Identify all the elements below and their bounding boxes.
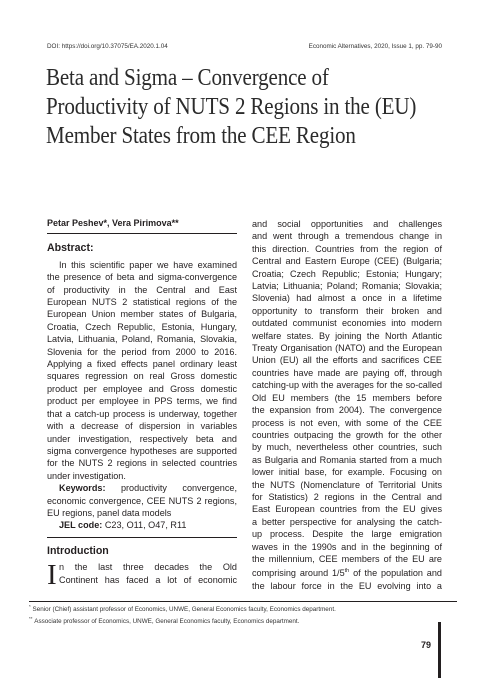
body-line: a better perspective for analysing the catch-: [252, 516, 442, 527]
body-line: as Bulgaria and Romania started from a much: [252, 454, 442, 465]
abstract-line: for the NUTS 2 regions in selected countries: [47, 458, 237, 469]
body-line: for Statistics) 2 regions in the Central and: [252, 491, 442, 502]
footnote-mark: *: [29, 604, 31, 609]
body-line: catching-up with the averages for the so-called: [252, 380, 442, 391]
body-line: by much, nevertheless other countries, such: [252, 442, 442, 453]
jel-value: C23, O11, O47, R11: [104, 520, 187, 531]
body-line: the NUTS (Nomenclature of Territorial Units: [252, 479, 442, 490]
intro-line: Continent has faced a lot of economic: [59, 574, 237, 585]
left-column: [47, 216, 237, 592]
body-line: Slovenia) had almost a once in a lifetime: [252, 293, 442, 304]
body-line: this direction. Countries from the region of: [252, 243, 442, 254]
title-line: Member States from the CEE Region: [46, 121, 356, 149]
body-line: Croatia; Czech Republic; Estonia; Hungary;: [252, 268, 442, 279]
abstract-heading: Abstract:: [47, 242, 94, 255]
page-number: 79: [421, 640, 432, 650]
body-line: opportunity to transform their broken and: [252, 305, 442, 316]
keywords-line: economic convergence, CEE NUTS 2 regions,: [47, 495, 237, 506]
abstract-line: product per employee and Gross domestic: [47, 383, 237, 394]
keywords-line: [47, 482, 237, 494]
body-line: welfare states. By joining the North Atlantic: [252, 330, 442, 341]
keywords-label: Keywords:: [59, 483, 106, 494]
abstract-line: product per employee in PPS terms, we find: [47, 396, 237, 407]
title-line: Productivity of NUTS 2 Regions in the (EU): [46, 92, 417, 120]
body-line: and went through a tremendous change in: [252, 231, 442, 242]
abstract-line: European NUTS 2 statistical regions of the: [47, 297, 237, 308]
keywords-line: EU regions, panel data models: [47, 507, 172, 518]
abstract-line: with a decrease of dispersion in variables: [47, 421, 237, 432]
abstract-line: that a catch-up process is underway, together: [47, 408, 237, 419]
footnote-divider: [29, 601, 457, 602]
footnote-text: Associate professor of Economics, UNWE, General Economics faculty, Economics department.: [34, 618, 300, 625]
abstract-line: the presence of beta and sigma-convergence: [47, 272, 237, 283]
body-line: Treaty Organisation (NATO) and the European: [252, 343, 442, 354]
body-line: Old EU members (the 15 members before: [252, 392, 442, 403]
keywords: [47, 482, 237, 519]
abstract-line: Croatia, Czech Republic, Estonia, Hungary,: [47, 321, 237, 332]
abstract-line: of productivity in the Central and East: [47, 284, 237, 295]
body-line: outdated communist economies into modern: [252, 318, 442, 329]
body-line: Central and Eastern Europe (CEE) (Bulgaria;: [252, 256, 442, 267]
title-line: Beta and Sigma – Convergence of: [46, 64, 329, 91]
abstract-line: European Union member states of Bulgaria,: [47, 309, 237, 320]
authors: Petar Peshev*, Vera Pirimova**: [47, 218, 179, 228]
body-line: countries have made are paying off, through: [252, 367, 442, 378]
abstract-line: under investigation.: [47, 470, 126, 481]
abstract-body: [47, 259, 237, 482]
footnote: [29, 604, 336, 613]
body-line: waves in the 1990s and in the beginning of: [252, 541, 442, 552]
drop-cap: I: [47, 559, 57, 592]
body-line: countries outpacing the growth for the other: [252, 429, 442, 440]
keywords-text: productivity convergence,: [120, 483, 237, 494]
body-line: process is not even, with some of the CEE: [252, 417, 442, 428]
footnote: [29, 616, 299, 625]
body-line: and social opportunities and challenges: [252, 219, 442, 229]
body-line: up process. Despite the large emigration: [252, 529, 442, 540]
abstract-line: In this scientific paper we have examined: [59, 259, 237, 270]
abstract-line: under investigation, respectively beta and: [47, 433, 237, 444]
intro-line: n the last three decades the Old: [59, 562, 237, 573]
doi-link[interactable]: DOI: https://doi.org/10.37075/EA.2020.1.04: [47, 43, 168, 50]
paper-title: [46, 64, 417, 150]
page-marker-bar: [438, 622, 441, 678]
body-line: [252, 565, 442, 579]
right-column: [252, 218, 442, 592]
divider: [47, 537, 237, 538]
introduction-body: [47, 559, 237, 592]
divider: [47, 233, 237, 234]
body-line: Latvia; Lithuania; Poland; Romania; Slovakia;: [252, 281, 442, 292]
abstract-line: sigma convergence hypotheses are supported: [47, 445, 237, 456]
abstract-line: squares regression on real Gross domestic: [47, 371, 237, 382]
body-line: the expansion from 2004). The convergence: [252, 405, 442, 416]
abstract-line: Applying a fixed effects panel ordinary least: [47, 359, 237, 370]
introduction-heading: Introduction: [47, 544, 109, 557]
abstract-line: Latvia, Lithuania, Poland, Romania, Slovakia,: [47, 334, 237, 345]
jel-label: JEL code:: [59, 520, 103, 531]
superscript: th: [344, 568, 350, 575]
body-text: comprising around 1/5: [252, 568, 345, 579]
body-line: lower initial base, for example. Focusing on: [252, 467, 442, 478]
body-line: the millennium, CEE members of the EU are: [252, 553, 442, 564]
abstract-line: Slovenia for the period from 2000 to 2016.: [47, 346, 237, 357]
body-line: the labour force in the EU evolving into a: [252, 580, 442, 591]
jel-codes: [47, 519, 237, 531]
body-line: East European countries from the EU gives: [252, 504, 442, 515]
body-line: Union (EU) all the efforts and sacrifices CEE: [252, 355, 442, 366]
footnote-mark: **: [29, 616, 33, 621]
body-text: of the population and: [349, 568, 442, 579]
journal-reference: Economic Alternatives, 2020, Issue 1, pp. 79-90: [308, 43, 442, 50]
footnote-text: Senior (Chief) assistant professor of Economics, UNWE, General Economics faculty, Economics department.: [32, 606, 336, 613]
